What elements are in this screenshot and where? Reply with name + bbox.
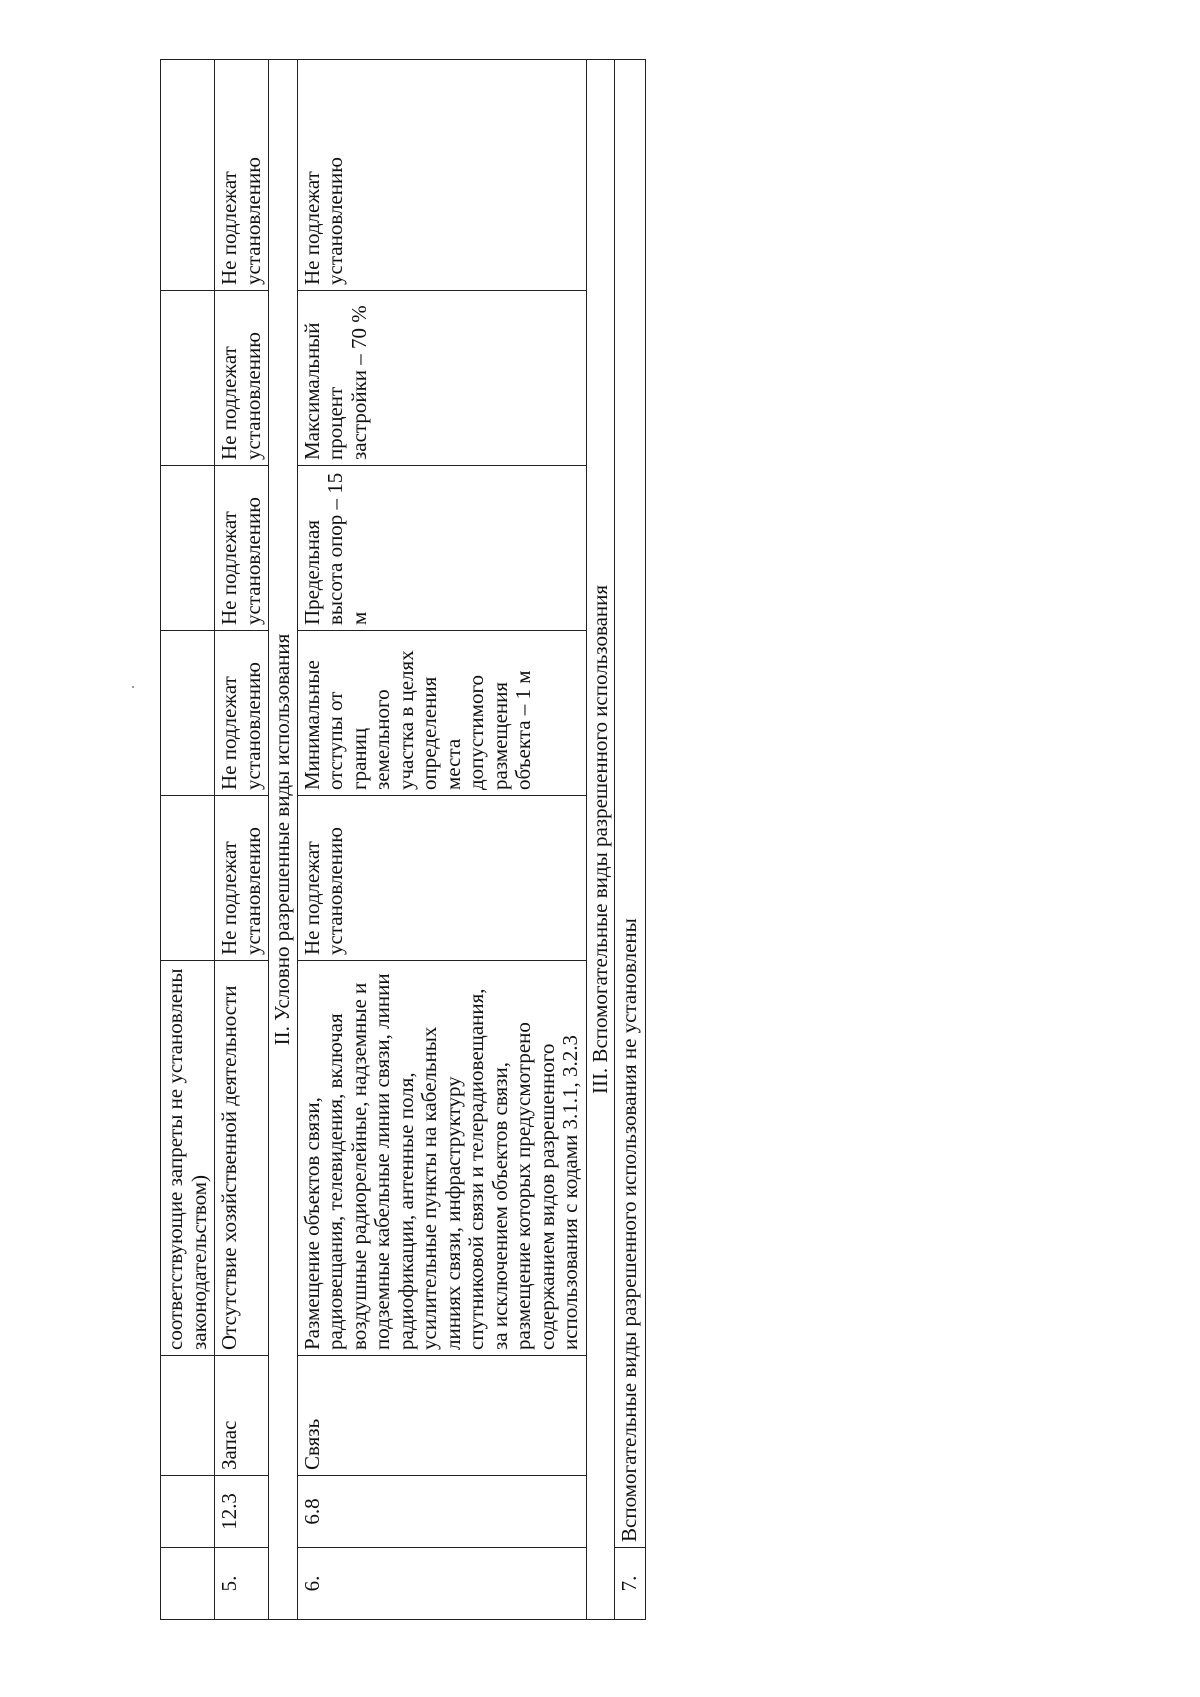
table-row-5 [215, 60, 269, 1620]
use-description: Размещение объектов связи, радиовещания, телевидения, включая воздушные радиорелейные, надземные и подземные кабельные линии связи, линии радиофикации, антенные поля, усилительные пункты на кабельных линиях связи, инфраструктуру спутниковой связи и телерадиовещания, за исключением объектов связи, размещение которых предусмотрено содержанием видов разрешенного использования с кодами 3.1.1, 3.2.3 [297, 961, 586, 1356]
param-2: Не подлежат установлению [215, 631, 269, 796]
cell-param-4 [161, 291, 215, 466]
use-type: Связь [297, 1356, 586, 1476]
permitted-use-table [160, 59, 646, 1620]
cell-param-2 [161, 631, 215, 796]
cell-desc-continued: соответствующие запреты не установлены законодательством) [161, 961, 215, 1356]
use-code: 12.3 [215, 1476, 269, 1548]
row-7-text: Вспомогательные виды разрешенного использования не установлены [615, 60, 646, 1548]
param-4: Максимальный процент застройки – 70 % [297, 291, 586, 466]
cell-num [161, 1548, 215, 1620]
param-1: Не подлежат установлению [215, 796, 269, 961]
param-2: Минимальные отступы от границ земельного участка в целях определения места допустимого размещения объекта – 1 м [297, 631, 586, 796]
row-number: 7. [615, 1548, 646, 1620]
param-3: Не подлежат установлению [215, 466, 269, 631]
param-5: Не подлежат установлению [297, 60, 586, 291]
param-1: Не подлежат установлению [297, 796, 586, 961]
cell-code [161, 1476, 215, 1548]
cell-type [161, 1356, 215, 1476]
section-header-conditional [269, 60, 298, 1620]
use-type: Запас [215, 1356, 269, 1476]
table-row-6 [297, 60, 586, 1620]
cell-param-1 [161, 796, 215, 961]
scan-speck [132, 686, 134, 688]
table-row-7 [615, 60, 646, 1620]
table-row-continued [161, 60, 215, 1620]
row-number: 5. [215, 1548, 269, 1620]
param-5: Не подлежат установлению [215, 60, 269, 291]
section-title: III. Вспомогательные виды разрешенного использования [586, 60, 615, 1620]
param-4: Не подлежат установлению [215, 291, 269, 466]
row-number: 6. [297, 1548, 586, 1620]
cell-param-3 [161, 466, 215, 631]
use-description: Отсутствие хозяйственной деятельности [215, 961, 269, 1356]
section-title: II. Условно разрешенные виды использования [269, 60, 298, 1620]
use-code: 6.8 [297, 1476, 586, 1548]
section-header-auxiliary [586, 60, 615, 1620]
rotated-table-container [160, 60, 860, 1620]
cell-param-5 [161, 60, 215, 291]
param-3: Предельная высота опор – 15 м [297, 466, 586, 631]
